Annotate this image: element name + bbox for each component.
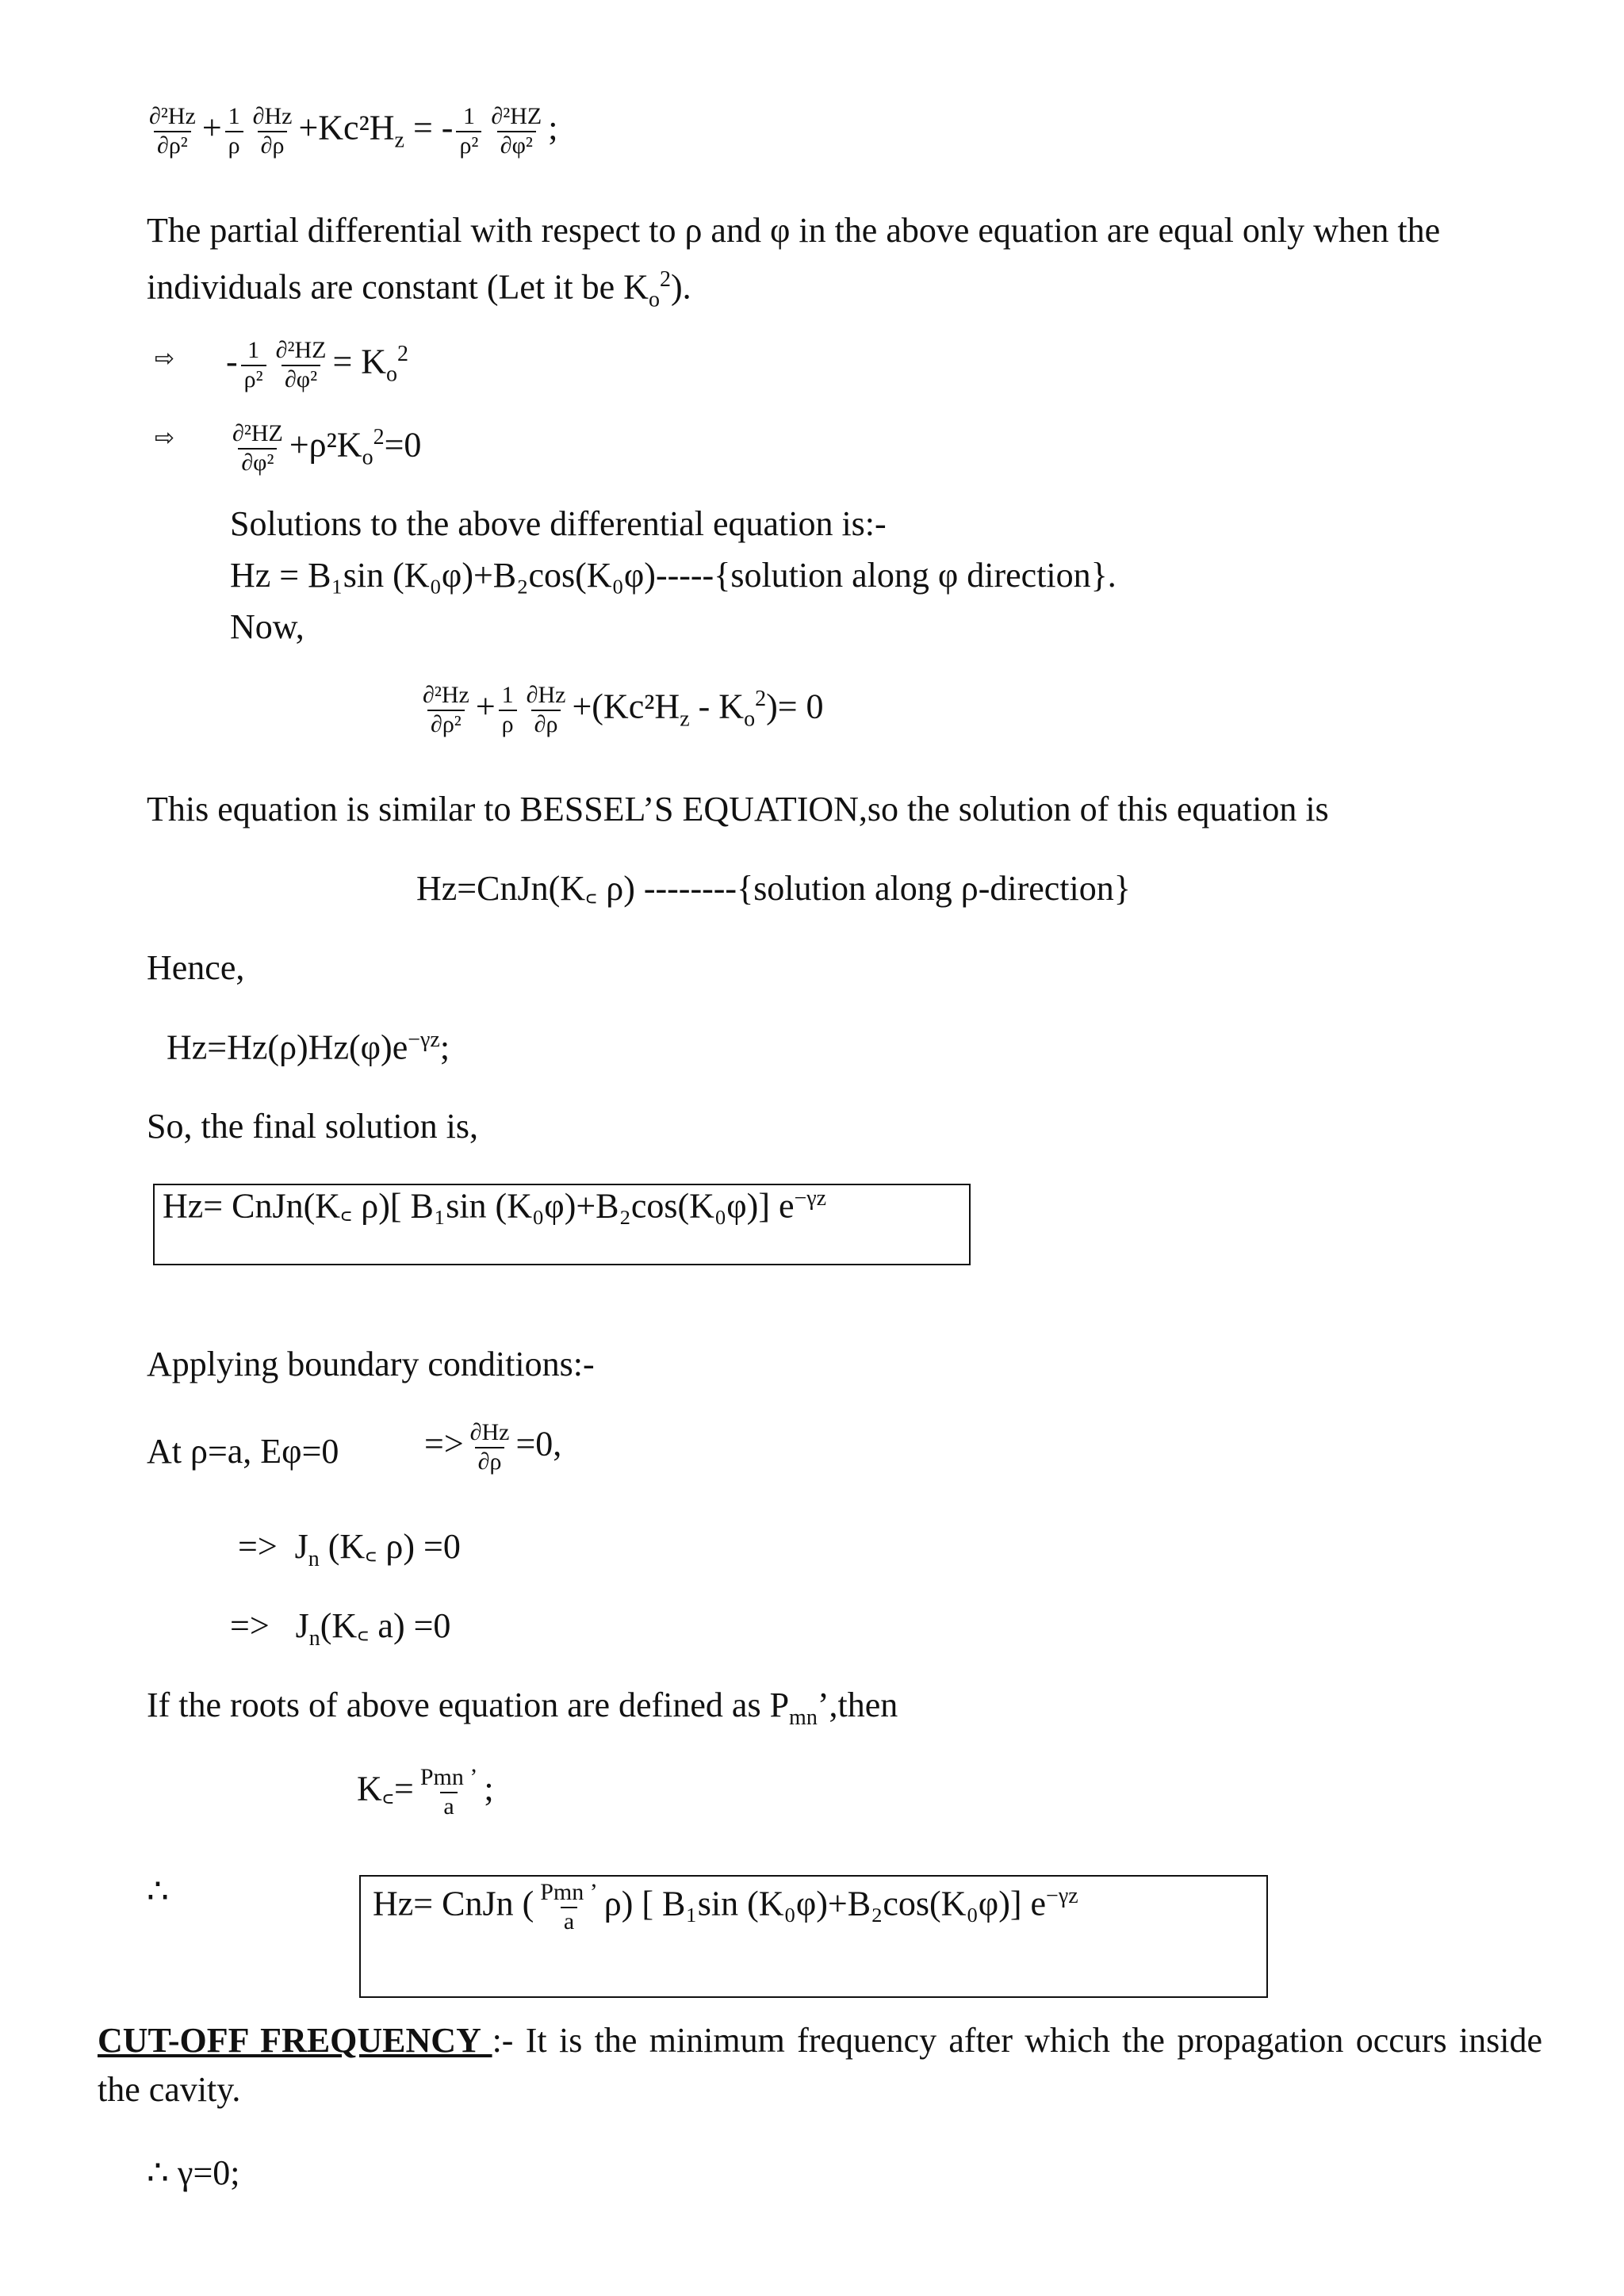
fraction: $\frac{\partial Hz}{\partial\rho}$: [526, 682, 566, 737]
bessel-solution: Hz=CnJn(K꜀ ρ) --------{solution along ρ-direction}: [416, 869, 1131, 908]
final-intro: So, the final solution is,: [147, 1107, 478, 1146]
boundary-derivative: => $\frac{\partial Hz}{\partial\rho}$ =0,: [424, 1419, 562, 1475]
boundary-title: Applying boundary conditions:-: [147, 1345, 595, 1383]
roots-line: If the roots of above equation are defined as $P_{mn}’,then$: [147, 1686, 898, 1730]
fraction: $\frac{1}{\rho}$: [499, 682, 517, 738]
kc-equation: K꜀= $\frac{\text{Pmn ’}}{a}$ ;: [357, 1764, 494, 1820]
hz-product: $Hz=Hz(\rho)Hz(\varphi)e^{-\gamma z}$;: [167, 1027, 450, 1067]
fraction: $\frac{1}{\text{ρ²}}$: [456, 103, 481, 159]
now-label: Now,: [230, 607, 304, 646]
fraction: $\frac{1}{\text{ρ²}}$: [241, 337, 266, 393]
jn-line-2: => $J_n(K꜀$ a) =0: [230, 1606, 451, 1651]
fraction: $\frac{\text{Pmn ’}}{a}$: [419, 1764, 478, 1820]
equation-3: $\frac{\text{∂²HZ}}{\text{∂φ²}}$ $+\rho^2K_o^2=0$: [226, 420, 421, 476]
equation-2: - $\frac{1}{\text{ρ²}}$ $\frac{\text{∂²HZ}}{\text{∂φ²}}$ = $K_o^2$: [226, 337, 409, 392]
fraction: $\frac{\text{Pmn ’}}{a}$: [540, 1879, 598, 1934]
solutions-intro: Solutions to the above differential equation is:-: [230, 504, 887, 543]
equation-1: $\frac{\text{∂²Hz}}{\text{∂ρ²}}$ + $\frac{1}{\rho}$ $\frac{\partial Hz}{\partial\rho}$ $+Kc^2H_z$ = - $\frac{1}{\text{ρ²}}$ $\frac{\text{∂²HZ}}{\text{∂φ²}}$ ;: [143, 103, 557, 159]
cutoff-title: CUT-OFF FREQUENCY: [98, 2021, 492, 2060]
paragraph-partial-differential: The partial differential with respect to ρ and φ in the above equation are equal only when the individuals are constant (Let it be $K_o^2$).: [147, 211, 1441, 312]
fraction: $\frac{\text{∂²Hz}}{\text{∂ρ²}}$: [423, 682, 469, 737]
fraction: $\frac{\text{∂²HZ}}{\text{∂φ²}}$: [275, 337, 327, 392]
fraction: $\frac{\text{∂²HZ}}{\text{∂φ²}}$: [491, 103, 542, 159]
cutoff-paragraph: CUT-OFF FREQUENCY :- It is the minimum frequency after which the propagation occurs inside the cavity.: [98, 2021, 1542, 2109]
therefore-icon: ∴: [147, 1872, 169, 1911]
fraction: $\frac{\text{∂²HZ}}{\text{∂φ²}}$: [232, 420, 283, 476]
jn-line-1: => $J_n$ (K꜀ ρ) =0: [238, 1527, 461, 1571]
implies-arrow-icon: ⇨: [155, 345, 175, 373]
hence-label: Hence,: [147, 948, 245, 987]
implies-arrow-icon: ⇨: [155, 424, 175, 452]
fraction: $\frac{\partial Hz}{\partial\rho}$: [469, 1419, 510, 1475]
fraction: $\frac{1}{\rho}$: [225, 103, 243, 159]
boundary-condition: At ρ=a, Eφ=0: [147, 1432, 339, 1471]
fraction: $\frac{\partial Hz}{\partial\rho}$: [252, 103, 293, 159]
solution-phi: Hz = B₁sin (K₀φ)+B₂cos(K₀φ)-----{solution along φ direction}.: [230, 556, 1116, 595]
bessel-text: This equation is similar to BESSEL’S EQUATION,so the solution of this equation is: [147, 790, 1329, 828]
solution-2: Hz= CnJn ( $\frac{\text{Pmn ’}}{a}$ ρ) [ B₁sin (K₀φ)+B₂cos(K₀φ)] $e^{-\gamma z}$: [373, 1879, 1078, 1934]
fraction: $\frac{\text{∂²Hz}}{\text{∂ρ²}}$: [149, 103, 196, 159]
final-solution: Hz= CnJn(K꜀ ρ)[ B₁sin (K₀φ)+B₂cos(K₀φ)] $e^{-\gamma z}$: [163, 1186, 827, 1226]
equation-4: $\frac{\text{∂²Hz}}{\text{∂ρ²}}$ + $\frac{1}{\rho}$ $\frac{\partial Hz}{\partial\rho}$ $+(Kc^2H_z - K_o^2)= 0$: [416, 682, 824, 738]
gamma-line: ∴ γ=0;: [147, 2153, 240, 2192]
